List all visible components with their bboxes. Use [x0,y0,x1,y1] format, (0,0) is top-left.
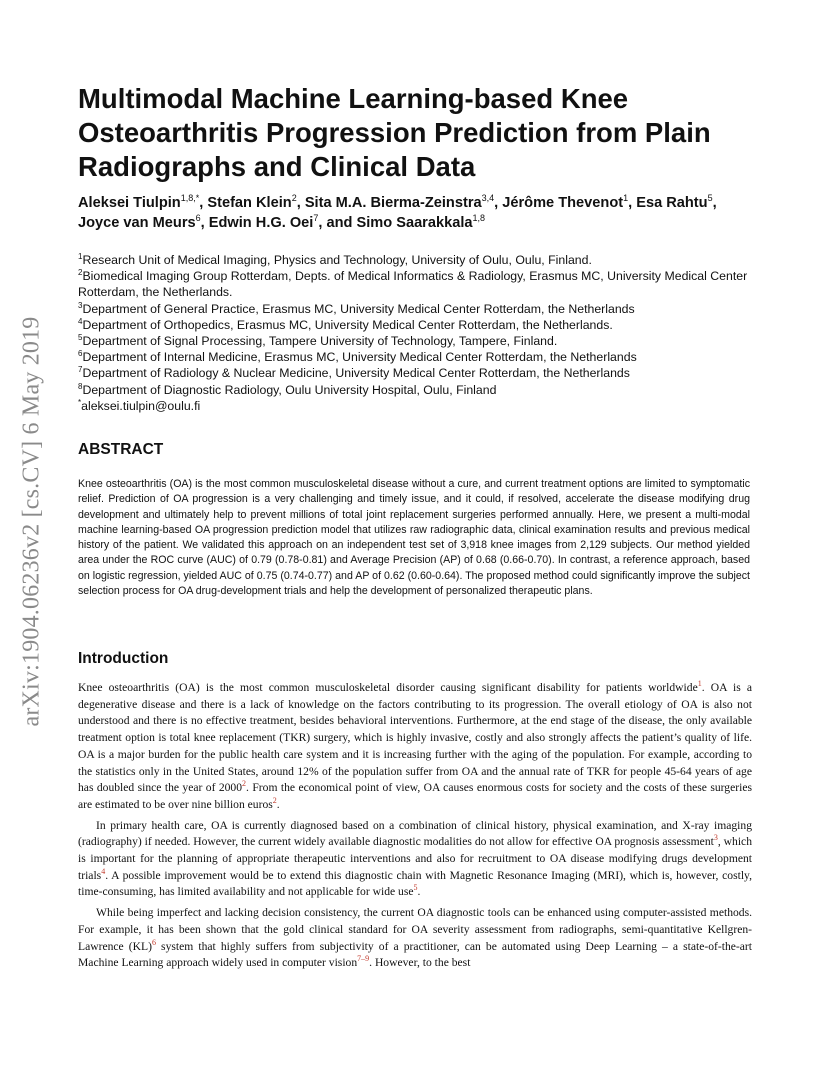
body-text: system that highly suffers from subjectivity of a practitioner, can be automated using Deep Learning – a state-of-the-art Machine Learning approach widely used in computer vision [78,939,752,970]
author-name: Joyce van Meurs [78,215,196,231]
affiliation-text: Department of Diagnostic Radiology, Oulu University Hospital, Oulu, Finland [82,382,497,397]
body-paragraph [78,905,752,972]
affiliation-text: Department of Orthopedics, Erasmus MC, University Medical Center Rotterdam, the Netherlands. [82,317,613,332]
body-text: In primary health care, OA is currently diagnosed based on a combination of clinical history, physical examination, and X-ray imaging (radiography) if needed. However, the current widely available diagnostic modalities do not allow for effective OA prognosis assessment [78,818,752,849]
body-paragraph [78,818,752,902]
affiliation-mark: 3 [78,300,83,310]
affiliation-mark: 6 [78,349,83,359]
corresponding-email[interactable]: aleksei.tiulpin@oulu.fi [81,398,201,413]
affiliation-mark: 8 [78,381,83,391]
author-name: Aleksei Tiulpin [78,195,181,211]
citation-link[interactable]: 6 [151,937,156,947]
body-text: . [417,885,421,899]
citation-link[interactable]: 7–9 [357,954,370,964]
affiliation-item [78,365,758,381]
introduction-heading: Introduction [78,650,169,667]
body-text: , which is important for the planning of appropriate therapeutic interventions and also for recruitment to OA disease modifying drugs development trials [78,835,752,882]
author-name: Sita M.A. Bierma-Zeinstra [304,195,482,211]
arxiv-identifier: arXiv:1904.06236v2 [cs.CV] 6 May 2019 [18,315,45,727]
author-affiliation-mark: 1,8,* [180,193,200,204]
author-name: Jérôme Thevenot [502,195,624,211]
author-affiliation-mark: 6 [195,213,201,224]
author-affiliation-mark: 3,4 [481,193,495,204]
affiliation-mark: 7 [78,365,83,375]
author-affiliation-mark: 7 [313,213,319,224]
body-paragraph [78,680,752,814]
citation-link[interactable]: 1 [697,679,702,689]
body-text: . OA is a degenerative disease and there is a lack of knowledge on the factors contributing to its progression. The overall etiology of OA is also not understood and there is no effective treatment, besides behavioral interventions. Furthermore, at the end stage of the disease, the only available treatment option is total knee replacement (TKR) surgery, which is highly invasive, costly and also strongly affects the patient’s quality of life. OA is a major burden for the public health care system and it is increasing further with the aging of the population. For example, according to the statistics only in the United States, around 12% of the population suffer from OA and the annual rate of TKR for people 45-64 years of age has doubled since the year of 2000 [78,681,753,795]
citation-link[interactable]: 5 [413,883,418,893]
author-name: Stefan Klein [207,195,292,211]
paper-title: Multimodal Machine Learning-based Knee Osteoarthritis Progression Prediction from Plain Radiographs and Clinical Data [78,83,711,182]
affiliation-list [78,252,758,414]
affiliation-item [78,398,758,414]
affiliation-item [78,382,758,398]
body-text: While being imperfect and lacking decision consistency, the current OA diagnostic tools can be enhanced using computer-assisted methods. For example, it has been shown that the gold clinical standard for OA severity assessment from radiographs, semi-quantitative Kellgren-Lawrence (KL) [78,906,752,953]
affiliation-text: Department of Signal Processing, Tampere University of Technology, Tampere, Finland. [82,334,558,349]
affiliation-text: Research Unit of Medical Imaging, Physics and Technology, University of Oulu, Oulu, Finland. [82,253,592,267]
arxiv-sidebar [8,286,56,756]
author-affiliation-mark: 5 [707,193,713,204]
body-text: . [276,797,280,811]
body-text: . A possible improvement would be to extend this diagnostic chain with Magnetic Resonance Imaging (MRI), which is, however, costly, time-consuming, has limited availability and not applicable for wide use [78,868,752,899]
author-affiliation-mark: 1 [623,193,629,204]
author-name: Edwin H.G. Oei [208,215,314,231]
introduction-body [78,680,752,972]
affiliation-mark: 1 [78,251,83,261]
affiliation-item [78,317,758,333]
affiliation-mark: 5 [78,332,83,342]
author-name: Esa Rahtu [636,195,708,211]
author-name: Simo Saarakkala [356,215,473,231]
affiliation-item [78,349,758,365]
affiliation-mark: 4 [78,316,83,326]
affiliation-text: Department of General Practice, Erasmus MC, University Medical Center Rotterdam, the Netherlands [82,301,635,316]
citation-link[interactable]: 3 [713,833,718,843]
body-text: . However, to the best [369,956,471,970]
abstract-text: Knee osteoarthritis (OA) is the most common musculoskeletal disease without a cure, and current treatment options are limited to symptomatic relief. Prediction of OA progression is a very challenging and timely issue, and it could, if resolved, accelerate the disease modifying drug development and ultimately help to prevent millions of total joint replacement surgeries performed annually. Here, we present a multi-modal machine learning-based OA progression prediction model that utilizes raw radiographic data, clinical examination results and previous medical history of the patient. We validated this approach on an independent test set of 3,918 knee images from 2,129 subjects. Our method yielded area under the ROC curve (AUC) of 0.79 (0.78-0.81) and Average Precision (AP) of 0.68 (0.66-0.70). In contrast, a reference approach, based on logistic regression, yielded AUC of 0.75 (0.74-0.77) and AP of 0.62 (0.60-0.64). The proposed method could significantly improve the subject selection process for OA drug-development trials and help the development of personalized therapeutic plans. [78,478,750,598]
affiliation-mark: * [78,397,82,407]
affiliation-text: Department of Internal Medicine, Erasmus MC, University Medical Center Rotterdam, the Netherlands [82,350,637,365]
affiliation-text: Biomedical Imaging Group Rotterdam, Depts. of Medical Informatics & Radiology, Erasmus MC, University Medical Center Rotterdam, the Netherlands. [78,269,748,300]
author-list: Aleksei Tiulpin$^{1,8,*}$, Stefan Klein$^2$, Sita M.A. Bierma-Zeinstra$^{3,4}$, Jérôme Thevenot$^1$, Esa Rahtu$^5$, Joyce van Meurs$^6$, Edwin H.G. Oei$^7$, and Simo Saarakkala$^{1,8}$ [78,193,717,231]
citation-link[interactable]: 4 [101,866,106,876]
body-text: . From the economical point of view, OA causes enormous costs for society and the costs of these surgeries are estimated to be over nine billion euros [78,781,752,811]
affiliation-item [78,301,758,317]
affiliation-item [78,252,758,268]
affiliation-text: Department of Radiology & Nuclear Medicine, University Medical Center Rotterdam, the Netherlands [82,366,630,381]
affiliation-mark: 2 [78,268,83,278]
citation-link[interactable]: 2 [242,779,247,789]
author-affiliation-mark: 1,8 [472,213,486,224]
body-text: Knee osteoarthritis (OA) is the most common musculoskeletal disorder causing significant disability for patients worldwide [78,681,698,694]
abstract-heading: ABSTRACT [78,441,164,458]
affiliation-item [78,333,758,349]
citation-link[interactable]: 2 [272,796,277,806]
author-affiliation-mark: 2 [291,193,297,204]
affiliation-item [78,268,758,300]
